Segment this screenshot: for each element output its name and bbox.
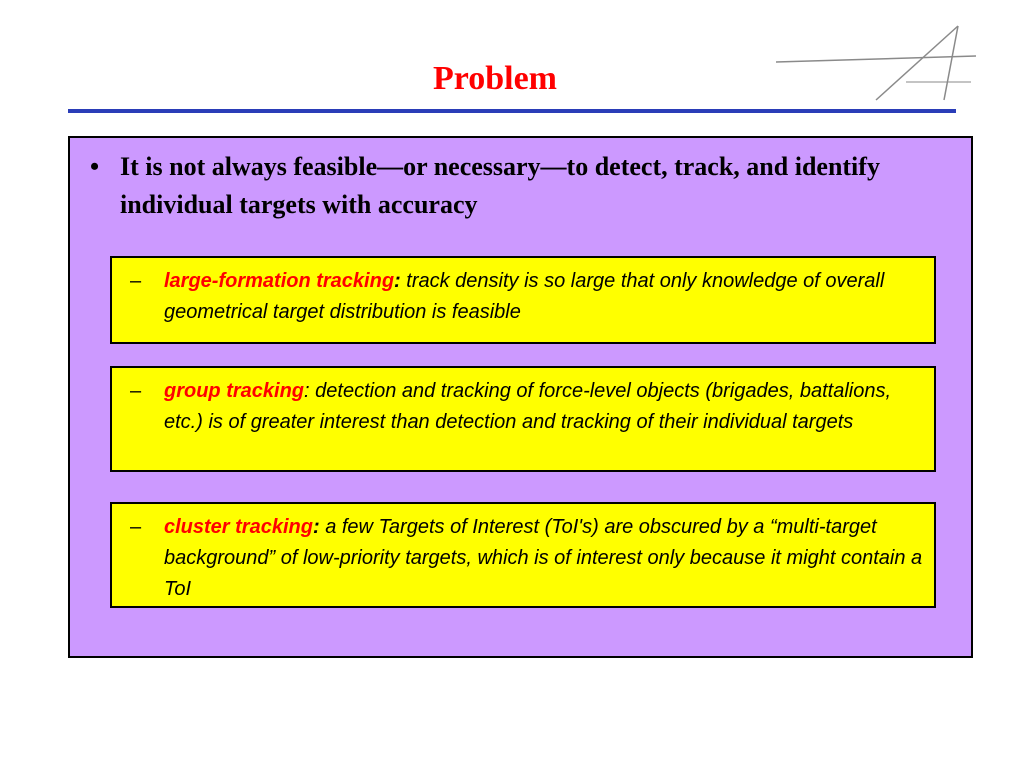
content-box (68, 136, 973, 658)
sub-point-separator: : (304, 380, 310, 402)
sub-point-term: cluster tracking (164, 516, 313, 538)
bullet-dot: • (90, 152, 100, 181)
logo-icon (776, 22, 976, 106)
sub-point-dash: – (130, 380, 142, 402)
main-bullet-text: It is not always feasible—or necessary—to detect, track, and identify individual targets with accuracy (120, 152, 880, 219)
sub-point-dash: – (130, 516, 142, 538)
main-bullet (90, 148, 950, 224)
sub-point-term: group tracking (164, 380, 305, 402)
sub-point-separator: : (312, 516, 320, 538)
sub-point-cluster (110, 502, 936, 608)
sub-point-description: detection and tracking of force-level objects (brigades, battalions, etc.) is of greater interest than detection and tracking of their individual targets (164, 380, 892, 433)
sub-point-separator: : (394, 270, 401, 292)
sub-point-description: a few Targets of Interest (ToI's) are obscured by a “multi-target background” of low-priority targets, which is of interest only because it might contain a ToI (164, 516, 923, 600)
title-underline (68, 109, 956, 113)
sub-point-term: large-formation tracking (164, 270, 395, 292)
slide-title: Problem (432, 60, 557, 97)
sub-point-dash: – (130, 270, 142, 292)
sub-point-large-formation (110, 256, 936, 344)
sub-point-description: track density is so large that only knowledge of overall geometrical target distribution is feasible (164, 270, 885, 323)
sub-point-group (110, 366, 936, 472)
